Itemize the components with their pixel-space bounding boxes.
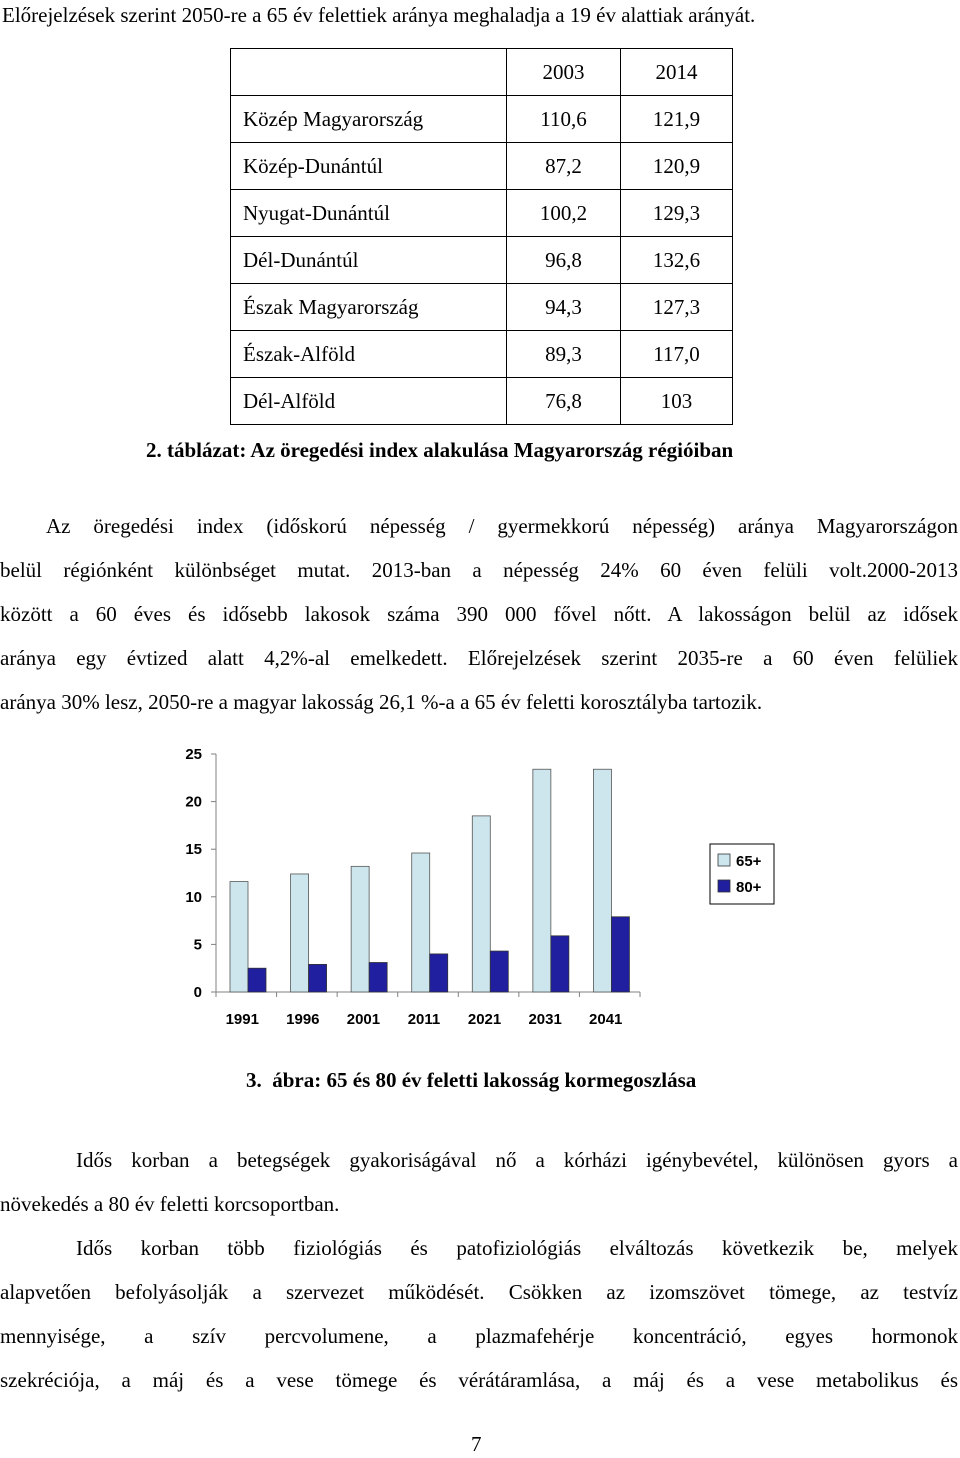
table-cell: 117,0 [621, 331, 733, 378]
paragraph-line: Idős korban a betegségek gyakoriságával nő a kórházi igénybevétel, különösen gyors a [76, 1148, 958, 1172]
bar-65plus [230, 882, 248, 992]
table-row [231, 284, 733, 331]
table-cell: 129,3 [621, 190, 733, 237]
age-distribution-chart [170, 742, 790, 1034]
table-row [231, 96, 733, 143]
figure-caption: 3. ábra: 65 és 80 év feletti lakosság kormegoszlása [246, 1068, 697, 1092]
table-cell: Közép-Dunántúl [231, 143, 507, 190]
table-cell: Észak Magyarország [231, 284, 507, 331]
paragraph-line: mennyisége, a szív percvolumene, a plazmafehérje koncentráció, egyes hormonok [0, 1324, 958, 1348]
table-cell: Dél-Alföld [231, 378, 507, 425]
paragraph-line: Az öregedési index (időskorú népesség / gyermekkorú népesség) aránya Magyarországon [46, 514, 958, 538]
bar-65plus [351, 866, 369, 992]
y-tick-label: 20 [185, 793, 202, 811]
table-cell: 120,9 [621, 143, 733, 190]
table-cell: 100,2 [507, 190, 621, 237]
table-cell: 76,8 [507, 378, 621, 425]
region-aging-index-table [230, 48, 733, 425]
table-cell: 89,3 [507, 331, 621, 378]
bar-65plus [593, 769, 611, 992]
paragraph-line: között a 60 éves és idősebb lakosok száma 390 000 fővel nőtt. A lakosságon belül az idősek [0, 602, 958, 626]
bar-80plus [369, 962, 387, 992]
bar-65plus [472, 816, 490, 992]
table-cell: 96,8 [507, 237, 621, 284]
table-cell: 110,6 [507, 96, 621, 143]
table-row [231, 237, 733, 284]
legend-swatch [718, 854, 730, 866]
bar-80plus [248, 968, 266, 992]
paragraph-line: belül régiónként különbséget mutat. 2013-ban a népesség 24% 60 éven felüli volt.2000-2013 [0, 558, 958, 582]
table-header-cell: 2014 [621, 49, 733, 96]
table-cell: Nyugat-Dunántúl [231, 190, 507, 237]
y-tick-label: 5 [193, 936, 202, 954]
paragraph-line: Idős korban több fiziológiás és patofiziológiás elváltozás következik be, melyek [76, 1236, 958, 1260]
y-tick-label: 25 [185, 746, 202, 763]
table-cell: 127,3 [621, 284, 733, 331]
bar-80plus [309, 964, 327, 992]
paragraph-line: szekréciója, a máj és a vese tömege és vérátáramlása, a máj és a vese metabolikus és [0, 1368, 958, 1392]
table-cell: 94,3 [507, 284, 621, 331]
y-tick-label: 0 [193, 984, 202, 1001]
paragraph-line: növekedés a 80 év feletti korcsoportban. [0, 1192, 340, 1216]
bar-80plus [551, 936, 569, 992]
paragraph-line: alapvetően befolyásolják a szervezet működését. Csökken az izomszövet tömege, az testvíz [0, 1280, 958, 1304]
table-cell: Dél-Dunántúl [231, 237, 507, 284]
x-tick-label: 1991 [225, 1011, 259, 1028]
table-row [231, 143, 733, 190]
bar-65plus [533, 769, 551, 992]
page-number: 7 [471, 1432, 482, 1456]
bar-65plus [291, 874, 309, 992]
table-cell: 87,2 [507, 143, 621, 190]
table-row [231, 190, 733, 237]
legend-swatch [718, 880, 730, 892]
table-header-cell: 2003 [507, 49, 621, 96]
y-tick-label: 15 [185, 841, 202, 859]
table-cell: Észak-Alföld [231, 331, 507, 378]
table-cell: 121,9 [621, 96, 733, 143]
x-tick-label: 2001 [346, 1011, 381, 1028]
x-tick-label: 2041 [589, 1011, 623, 1028]
table-header-cell [231, 49, 507, 96]
bar-65plus [412, 853, 430, 992]
x-tick-label: 2021 [467, 1011, 502, 1028]
bar-80plus [611, 917, 629, 992]
bar-80plus [490, 951, 508, 992]
chart-svg [170, 742, 790, 1034]
x-tick-label: 2031 [528, 1011, 562, 1028]
table-row [231, 331, 733, 378]
table-cell: 103 [621, 378, 733, 425]
table-row [231, 378, 733, 425]
paragraph-line: aránya 30% lesz, 2050-re a magyar lakosság 26,1 %-a a 65 év feletti korosztályba tartozik. [0, 690, 763, 714]
table-caption: 2. táblázat: Az öregedési index alakulása Magyarország régióiban [146, 438, 734, 462]
legend-label: 65+ [736, 853, 762, 870]
intro-line: Előrejelzések szerint 2050-re a 65 év felettiek aránya meghaladja a 19 év alattiak arányát. [2, 3, 756, 27]
table-cell: Közép Magyarország [231, 96, 507, 143]
paragraph-line: aránya egy évtized alatt 4,2%-al emelkedett. Előrejelzések szerint 2035-re a 60 éven felüliek [0, 646, 958, 670]
y-tick-label: 10 [185, 888, 202, 906]
legend-label: 80+ [736, 879, 762, 896]
table-header-row [231, 49, 733, 96]
table-cell: 132,6 [621, 237, 733, 284]
x-tick-label: 1996 [286, 1011, 320, 1028]
x-tick-label: 2011 [407, 1011, 441, 1028]
bar-80plus [430, 954, 448, 992]
